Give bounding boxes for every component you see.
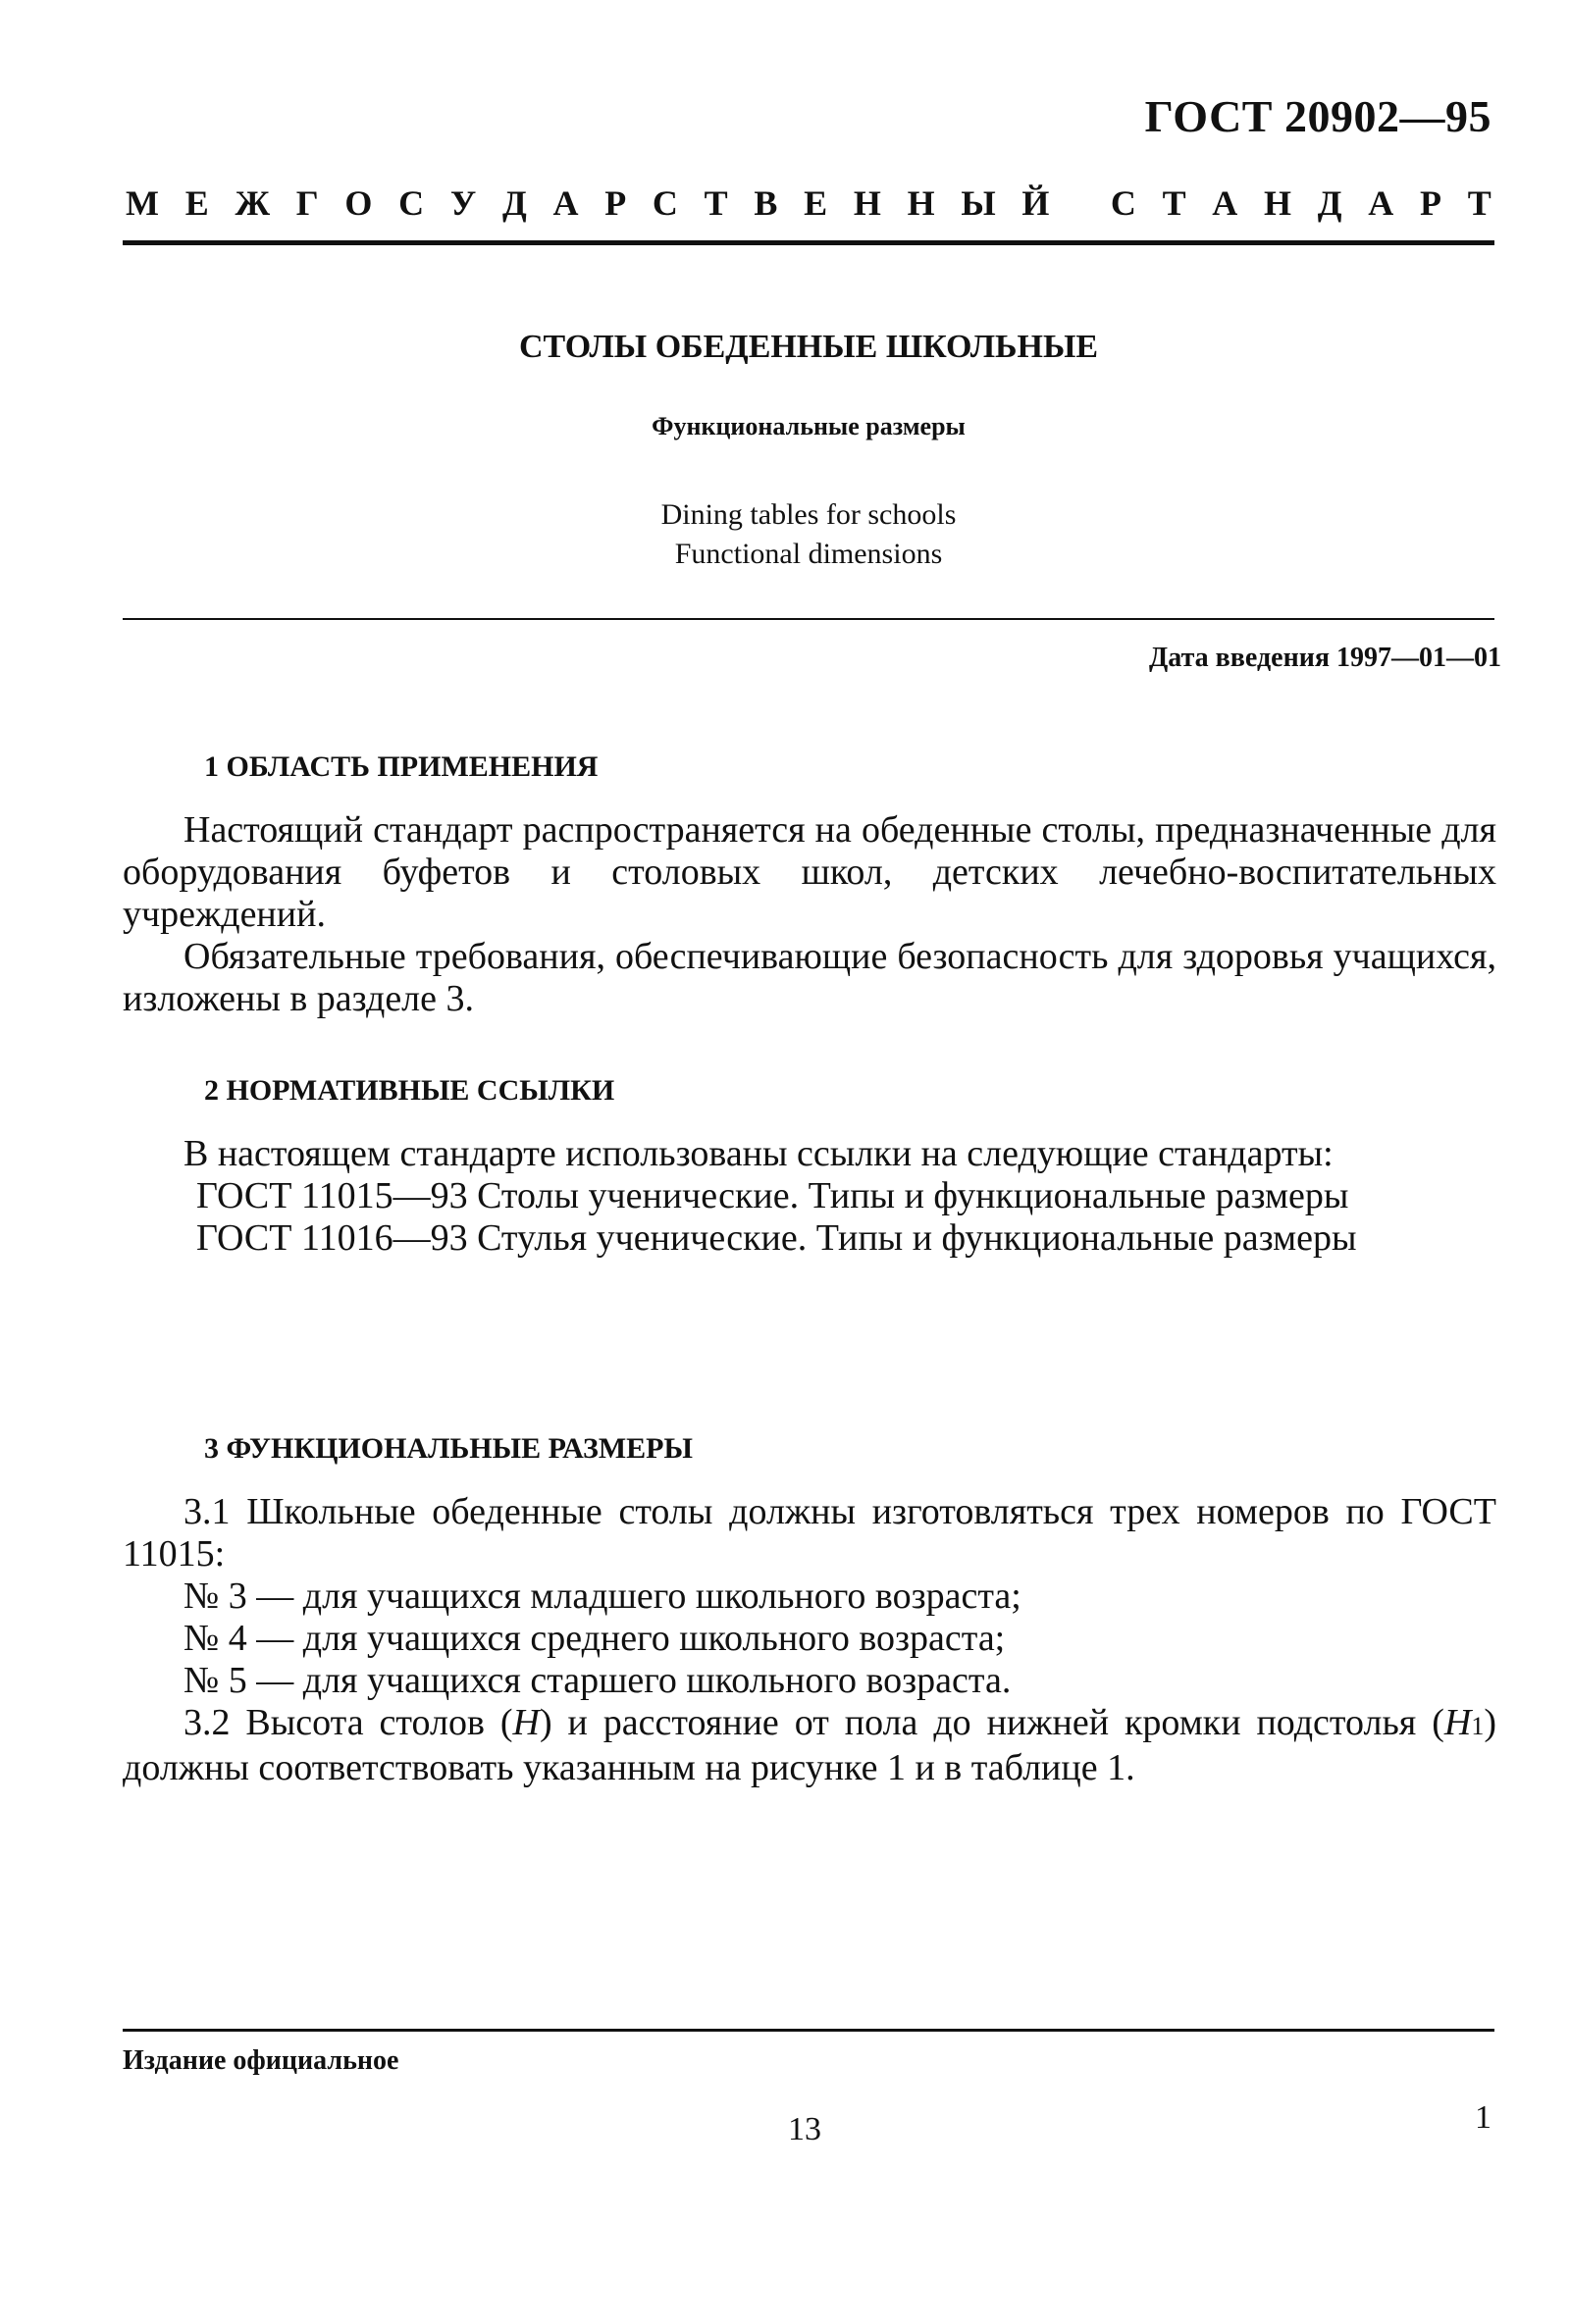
section-2-heading: 2 НОРМАТИВНЫЕ ССЫЛКИ (204, 1074, 615, 1107)
standard-kind-letter: Р (604, 183, 627, 223)
section-1-paragraph-1: Настоящий стандарт распространяется на обеденные столы, предназначенные для оборудования буфетов и столовых школ, детских лечебно-воспитательных учреждений. (123, 809, 1496, 935)
english-title-line1: Dining tables for schools (660, 498, 957, 531)
section-2-paragraph-1: В настоящем стандарте использованы ссылки на следующие стандарты: (183, 1133, 1334, 1174)
title-rule (123, 618, 1494, 620)
standard-kind-letter: Н (1264, 183, 1292, 223)
standard-kind-letter: М (126, 183, 159, 223)
standard-kind-letter: Г (295, 183, 319, 223)
standard-kind-letter: Т (1162, 183, 1186, 223)
symbol-h1: H1 (1443, 1702, 1485, 1743)
section-3-body (123, 1491, 1496, 1789)
section-1-heading: 1 ОБЛАСТЬ ПРИМЕНЕНИЯ (204, 750, 599, 783)
standard-kind (126, 182, 1492, 224)
sheet-number: 1 (1475, 2099, 1492, 2136)
section-2-body (123, 1133, 1496, 1260)
standard-kind-letter: Д (501, 183, 527, 223)
section-3-heading: 3 ФУНКЦИОНАЛЬНЫЕ РАЗМЕРЫ (204, 1432, 693, 1465)
list-item-5: № 5 — для учащихся старшего школьного возраста. (183, 1660, 1012, 1701)
standard-kind-letter: Н (907, 183, 935, 223)
standard-kind-letter: Д (1317, 183, 1342, 223)
standard-kind-letter: С (1110, 183, 1136, 223)
standard-kind-letter: Т (1467, 183, 1492, 223)
standard-kind-letter: У (449, 183, 477, 223)
standard-kind-letter: С (398, 183, 425, 223)
standard-kind-letter: Р (1419, 183, 1441, 223)
standard-number: ГОСТ 20902—95 (1144, 91, 1492, 141)
list-item-3: № 3 — для учащихся младшего школьного возраста; (183, 1575, 1021, 1617)
normative-reference-1: ГОСТ 11015—93 Столы ученические. Типы и функциональные размеры (196, 1175, 1349, 1216)
section-1-paragraph-2: Обязательные требования, обеспечивающие безопасность для здоровья учащихся, изложены в разделе 3. (123, 936, 1496, 1019)
introduction-date: Дата введения 1997—01—01 (1149, 643, 1501, 673)
footer-rule (123, 2029, 1494, 2032)
standard-kind-letter: С (652, 183, 678, 223)
standard-kind-letter: Н (853, 183, 881, 223)
clause-3-2: 3.2 Высота столов (H) и расстояние от пола до нижней кромки подстолья (H1) должны соответствовать указанным на рисунке 1 и в таблице 1. (123, 1702, 1496, 1788)
page-number: 13 (788, 2111, 821, 2147)
header-rule (123, 240, 1494, 245)
edition-note: Издание официальное (123, 2045, 399, 2076)
standard-kind-letter: Т (704, 183, 728, 223)
standard-kind-letter: О (344, 183, 373, 223)
english-title-line2: Functional dimensions (674, 538, 943, 570)
standard-kind-letter: А (552, 183, 579, 223)
standard-kind-letter: Е (804, 183, 828, 223)
standard-kind-letter: А (1212, 183, 1238, 223)
standard-kind-letter (1075, 182, 1084, 224)
standard-kind-letter: Е (184, 183, 209, 223)
standard-kind-letter: А (1368, 183, 1394, 223)
standard-kind-letter: В (754, 183, 778, 223)
clause-3-1: 3.1 Школьные обеденные столы должны изготовляться трех номеров по ГОСТ 11015: (123, 1491, 1496, 1575)
section-1-body (123, 809, 1496, 1020)
document-subtitle: Функциональные размеры (652, 412, 966, 440)
standard-kind-letter: Й (1021, 183, 1050, 223)
document-title: СТОЛЫ ОБЕДЕННЫЕ ШКОЛЬНЫЕ (518, 329, 1099, 365)
standard-kind-letter: Ы (961, 183, 996, 223)
normative-reference-2: ГОСТ 11016—93 Стулья ученические. Типы и функциональные размеры (196, 1217, 1357, 1259)
symbol-h: H (512, 1702, 540, 1743)
standard-kind-letter: Ж (235, 183, 271, 223)
english-title (126, 495, 1492, 574)
list-item-4: № 4 — для учащихся среднего школьного возраста; (183, 1618, 1006, 1659)
